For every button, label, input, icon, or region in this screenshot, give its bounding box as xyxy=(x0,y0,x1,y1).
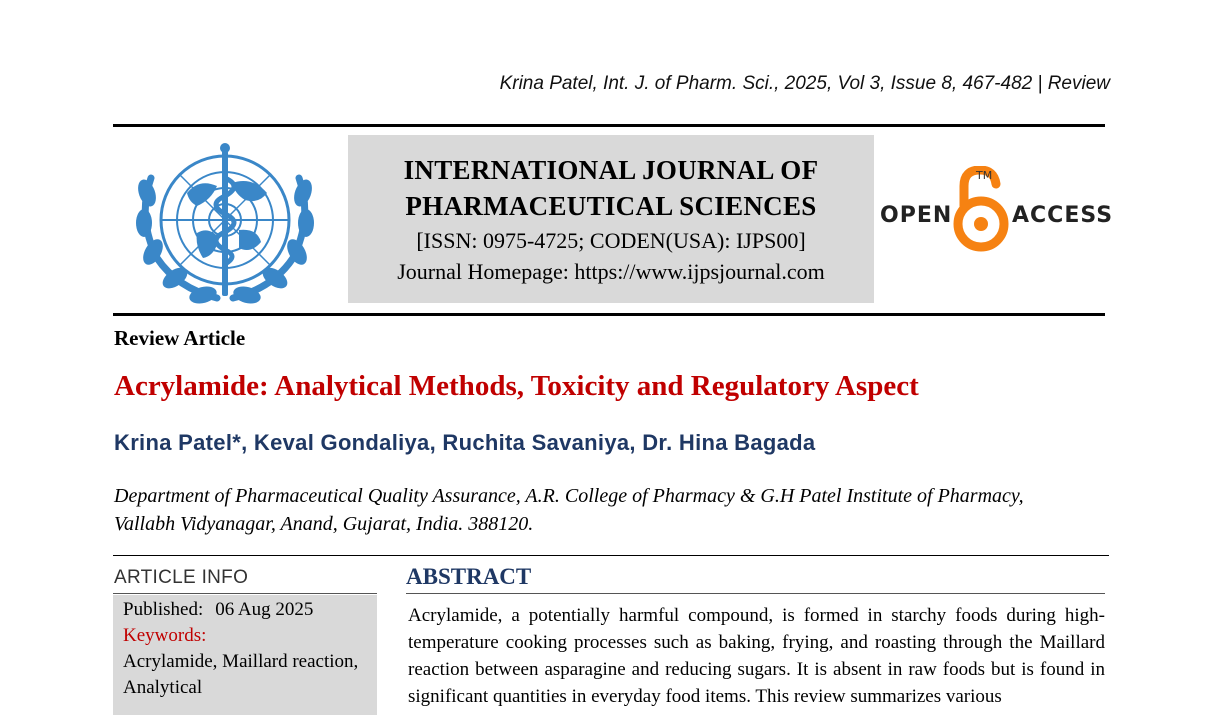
journal-title-line2: PHARMACEUTICAL SCIENCES xyxy=(405,191,817,221)
journal-masthead xyxy=(348,135,874,303)
paper-title: Acrylamide: Analytical Methods, Toxicity and Regulatory Aspect xyxy=(114,370,919,402)
author-list: Krina Patel*, Keval Gondaliya, Ruchita Savaniya, Dr. Hina Bagada xyxy=(114,430,816,455)
journal-homepage: Journal Homepage: https://www.ijpsjournal.com xyxy=(397,259,825,284)
keywords-label: Keywords: xyxy=(123,625,207,646)
abstract-text: Acrylamide, a potentially harmful compound, is formed in starchy foods during high-temperature cooking processes such as baking, frying, and roasting through the Maillard reaction between asparagine and reducing sugars. It is absent in raw foods but is found in significant quantities in everyday food items. This review summarizes various xyxy=(408,605,1105,707)
article-info-rule xyxy=(113,593,377,594)
section-divider xyxy=(113,555,1109,556)
abstract-rule xyxy=(406,593,1105,594)
author-affiliation: Department of Pharmaceutical Quality Assurance, A.R. College of Pharmacy & G.H Patel Institute of Pharmacy, Vallabh Vidyanagar, Anand, Gujarat, India. 388120. xyxy=(114,485,1024,535)
abstract-heading: ABSTRACT xyxy=(406,564,532,589)
running-head: Krina Patel, Int. J. of Pharm. Sci., 2025, Vol 3, Issue 8, 467-482 | Review xyxy=(499,73,1110,94)
masthead-bottom-rule xyxy=(113,313,1105,316)
open-access-access-text: ACCESS xyxy=(1012,203,1114,228)
open-access-logo xyxy=(880,166,1114,252)
who-emblem-icon xyxy=(127,138,323,308)
journal-issn: [ISSN: 0975-4725; CODEN(USA): IJPS00] xyxy=(416,228,806,253)
top-rule xyxy=(113,124,1105,127)
open-access-open-text: OPEN xyxy=(880,203,953,228)
published-label: Published: xyxy=(123,599,204,620)
journal-title-line1: INTERNATIONAL JOURNAL OF xyxy=(403,155,819,185)
article-info-box xyxy=(113,595,377,715)
keywords-list: Acrylamide, Maillard reaction, Analytical xyxy=(123,651,359,698)
article-type: Review Article xyxy=(114,326,246,350)
published-date: 06 Aug 2025 xyxy=(215,599,314,620)
article-info-heading: ARTICLE INFO xyxy=(114,567,249,588)
trademark-mark: TM xyxy=(976,169,993,182)
